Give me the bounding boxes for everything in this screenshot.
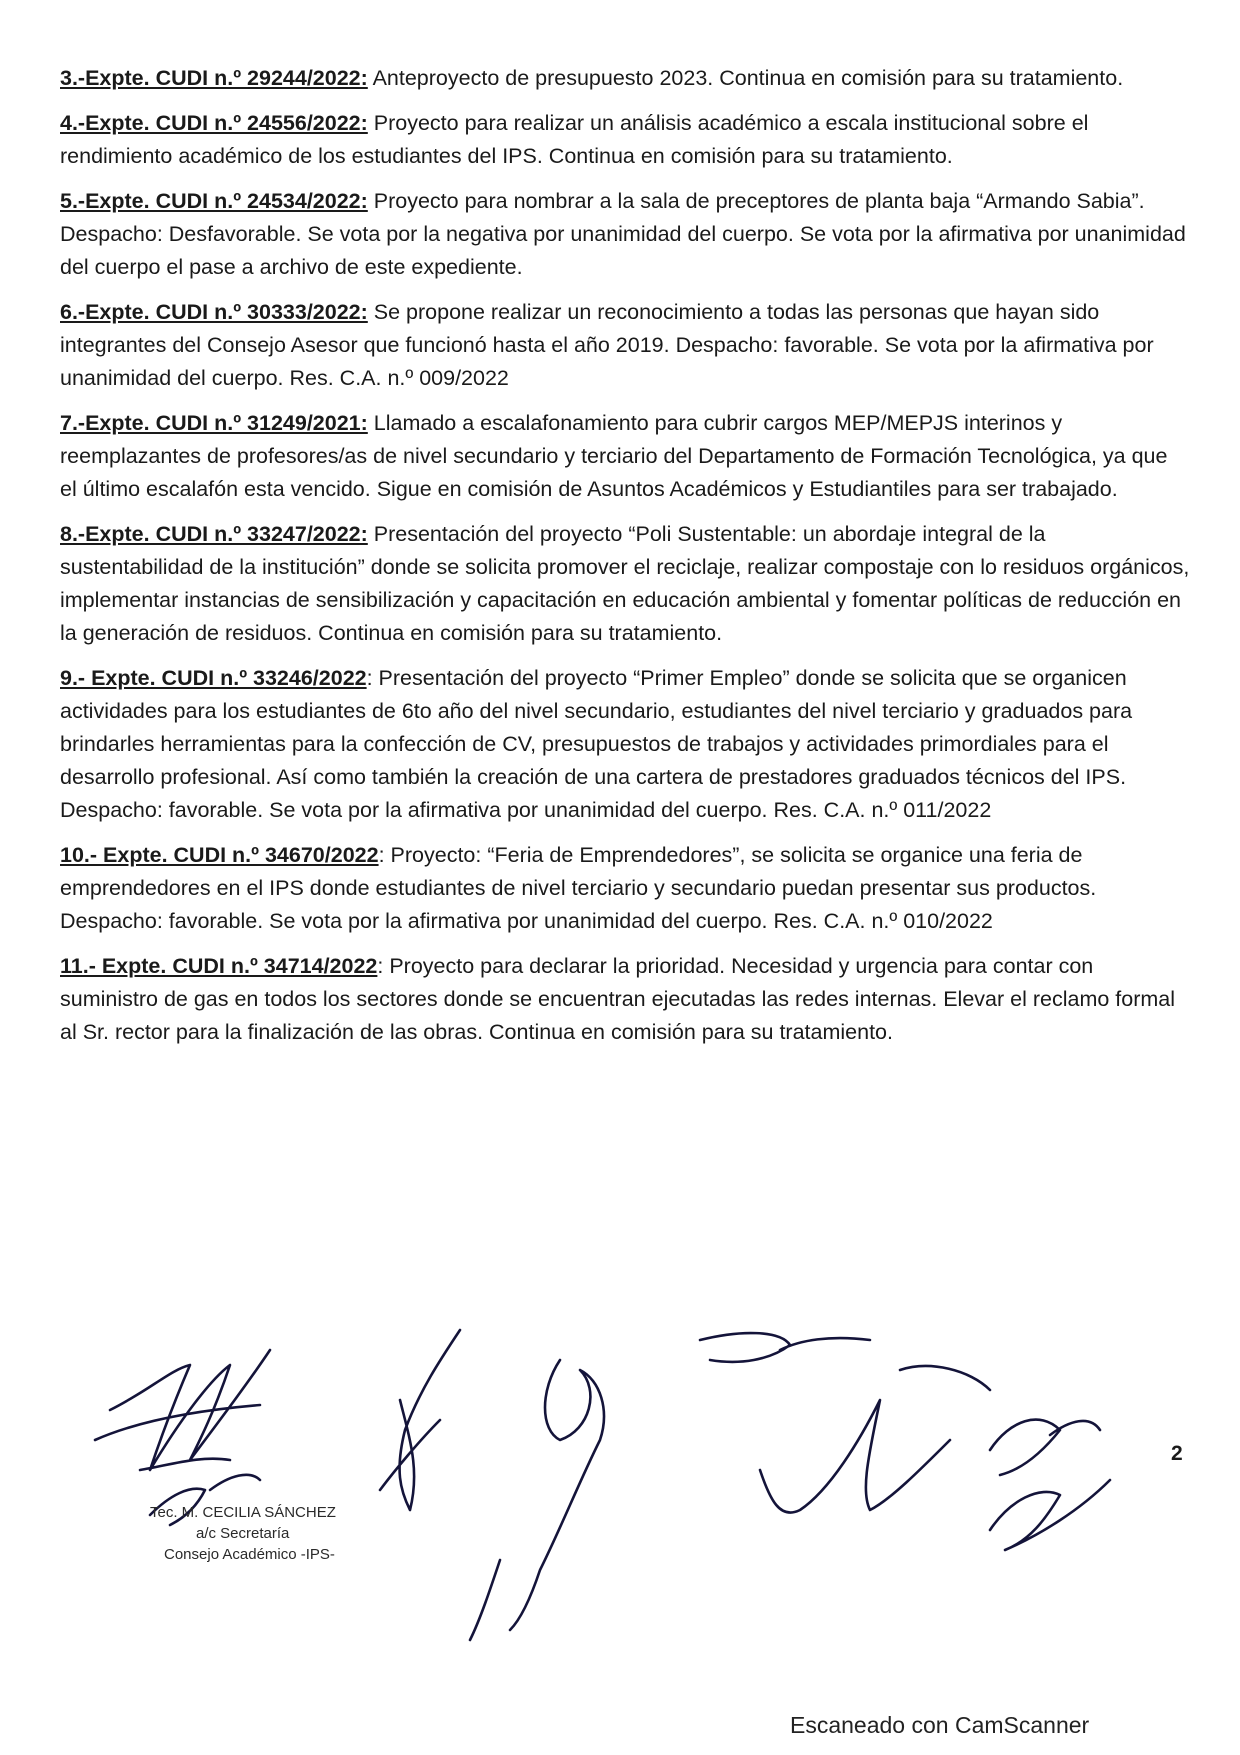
stamp-name: Tec. M. CECILIA SÁNCHEZ: [150, 1504, 336, 1521]
item-text: Proyecto para realizar un análisis académico a escala institucional sobre el rendimiento académico de los estudiantes del IPS. Continua en comisión para su tratamiento.: [60, 111, 1089, 168]
signature-3-icon: [470, 1360, 604, 1640]
item-reference: 9.- Expte. CUDI n.º 33246/2022: [60, 666, 367, 690]
secretary-stamp: [150, 1502, 400, 1565]
item-text: Proyecto para nombrar a la sala de preceptores de planta baja “Armando Sabia”. Despacho: Desfavorable. Se vota por la negativa por unanimidad del cuerpo. Se vota por la afirmativa por unanimidad del cuerpo el pase a archivo de este expediente.: [60, 189, 1186, 279]
signatures-area: [0, 1270, 1240, 1710]
agenda-item-8: [60, 518, 1190, 650]
item-reference: 5.-Expte. CUDI n.º 24534/2022:: [60, 189, 368, 213]
item-reference: 11.- Expte. CUDI n.º 34714/2022: [60, 954, 378, 978]
agenda-item-10: [60, 839, 1190, 938]
item-text: Llamado a escalafonamiento para cubrir cargos MEP/MEPJS interinos y reemplazantes de profesores/as de nivel secundario y terciario del Departamento de Formación Tecnológica, ya que el último escalafón esta vencido. Sigue en comisión de Asuntos Académicos y Estudiantiles para ser trabajado.: [60, 411, 1168, 501]
agenda-item-11: [60, 950, 1190, 1049]
signature-2-icon: [380, 1330, 460, 1510]
item-reference: 7.-Expte. CUDI n.º 31249/2021:: [60, 411, 368, 435]
stamp-role: a/c Secretaría: [196, 1525, 290, 1542]
camscanner-footer: Escaneado con CamScanner: [790, 1712, 1090, 1738]
item-reference: 8.-Expte. CUDI n.º 33247/2022:: [60, 522, 368, 546]
agenda-items: [60, 62, 1190, 1061]
page-number: 2: [1171, 1442, 1183, 1465]
agenda-item-4: [60, 107, 1190, 173]
signature-6-icon: [990, 1420, 1100, 1475]
agenda-item-9: [60, 662, 1190, 827]
agenda-item-6: [60, 296, 1190, 395]
signature-1-icon: [95, 1350, 270, 1470]
item-reference: 6.-Expte. CUDI n.º 30333/2022:: [60, 300, 368, 324]
signature-5-icon: [760, 1366, 990, 1513]
item-text: : Proyecto para declarar la prioridad. Necesidad y urgencia para contar con suministro de gas en todos los sectores donde se encuentran ejecutadas las redes internas. Elevar el reclamo formal al Sr. rector para la finalización de las obras. Continua en comisión para su tratamiento.: [60, 954, 1176, 1044]
agenda-item-7: [60, 407, 1190, 506]
item-text: Anteproyecto de presupuesto 2023. Continua en comisión para su tratamiento.: [367, 66, 1124, 90]
agenda-item-5: [60, 185, 1190, 284]
item-text: : Presentación del proyecto “Primer Empleo” donde se solicita que se organicen actividades para los estudiantes de 6to año del nivel secundario, estudiantes del nivel terciario y graduados para brindarles herramientas para la confección de CV, presupuestos de trabajos y actividades primordiales para el desarrollo profesional. Así como también la creación de una cartera de prestadores graduados técnicos del IPS. Despacho: favorable. Se vota por la afirmativa por unanimidad del cuerpo. Res. C.A. n.º 011/2022: [60, 666, 1133, 822]
item-reference: 10.- Expte. CUDI n.º 34670/2022: [60, 843, 379, 867]
item-reference: 4.-Expte. CUDI n.º 24556/2022:: [60, 111, 368, 135]
item-text: : Proyecto: “Feria de Emprendedores”, se solicita se organice una feria de emprendedores en el IPS donde estudiantes de nivel terciario y secundario puedan presentar sus productos. Despacho: favorable. Se vota por la afirmativa por unanimidad del cuerpo. Res. C.A. n.º 010/2022: [60, 843, 1097, 933]
item-text: Se propone realizar un reconocimiento a todas las personas que hayan sido integrantes del Consejo Asesor que funcionó hasta el año 2019. Despacho: favorable. Se vota por la afirmativa por unanimidad del cuerpo. Res. C.A. n.º 009/2022: [60, 300, 1154, 390]
agenda-item-3: [60, 62, 1190, 95]
signature-4-icon: [700, 1333, 870, 1362]
item-text: Presentación del proyecto “Poli Sustentable: un abordaje integral de la sustentabilidad de la institución” donde se solicita promover el reciclaje, realizar compostaje con lo residuos orgánicos, implementar instancias de sensibilización y capacitación en educación ambiental y fomentar políticas de reducción en la generación de residuos. Continua en comisión para su tratamiento.: [60, 522, 1190, 645]
signature-7-icon: [990, 1480, 1110, 1550]
stamp-office: Consejo Académico -IPS-: [164, 1546, 335, 1563]
item-reference: 3.-Expte. CUDI n.º 29244/2022:: [60, 66, 368, 90]
